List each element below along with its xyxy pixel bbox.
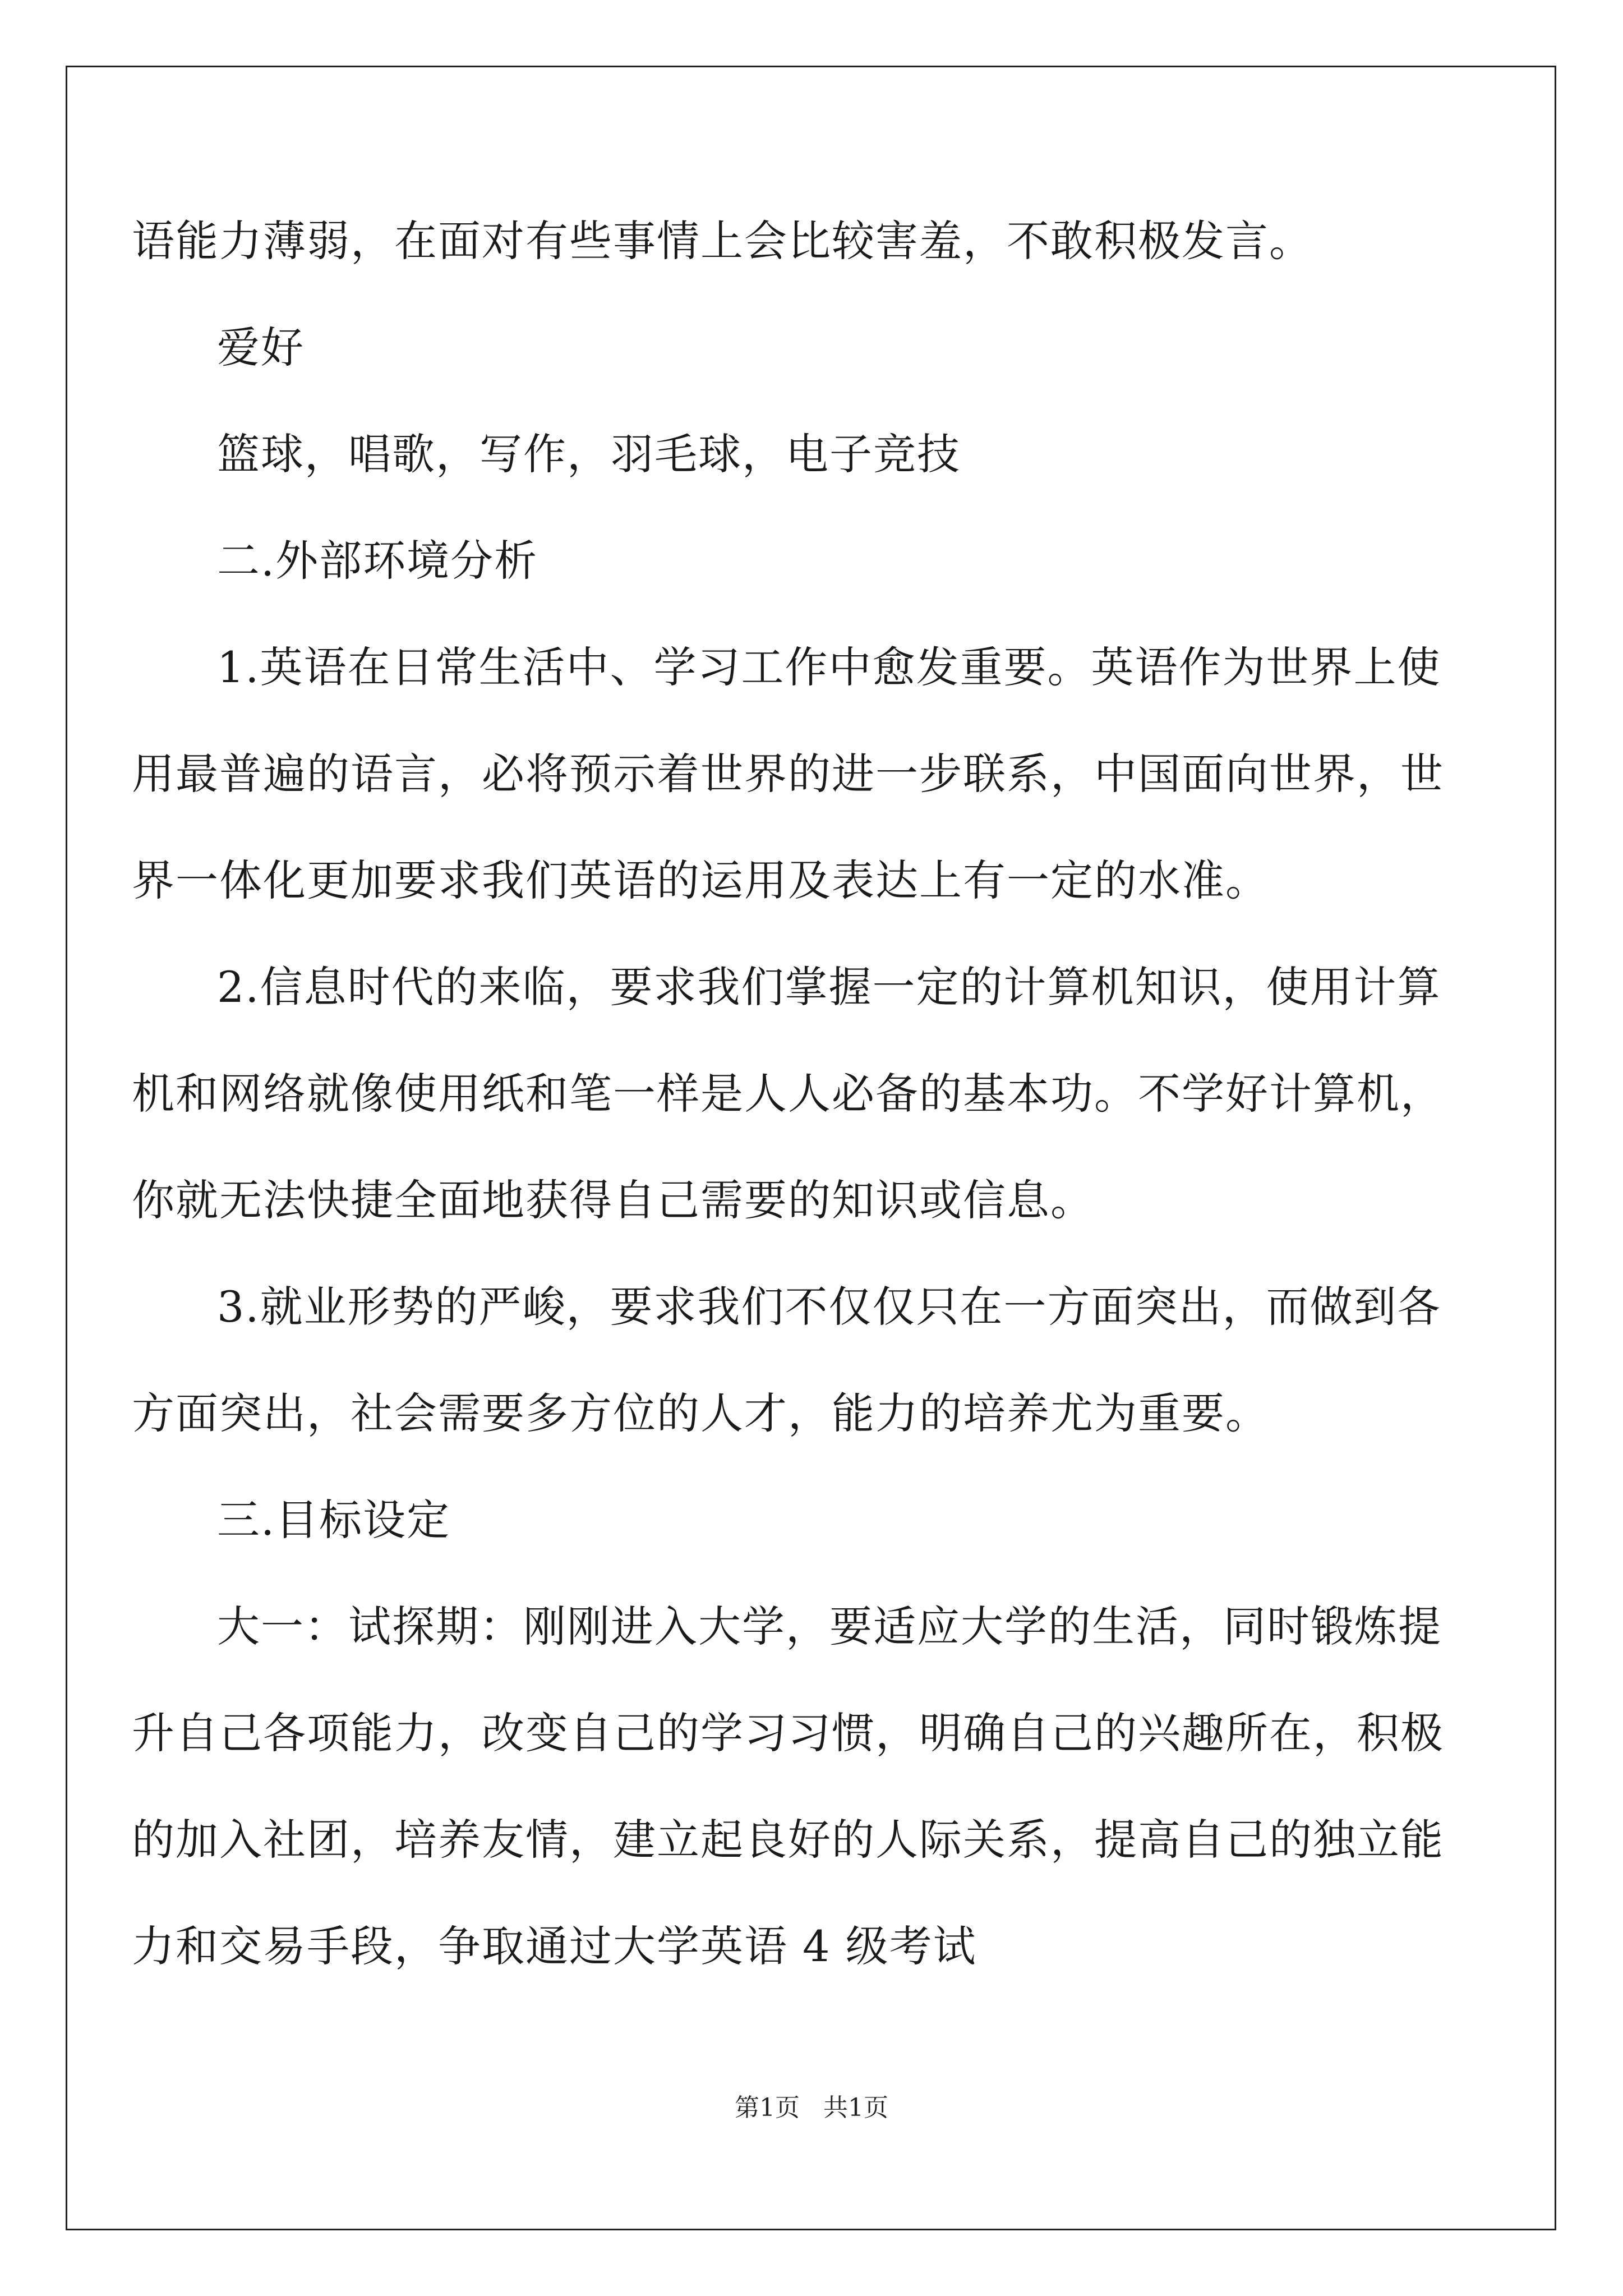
paragraph-line: 语能力薄弱，在面对有些事情上会比较害羞，不敢积极发言。 — [132, 216, 1313, 266]
section-heading-external: 二.外部环境分析 — [217, 536, 538, 586]
section-heading-goals: 三.目标设定 — [217, 1495, 451, 1545]
paragraph-line: 界一体化更加要求我们英语的运用及表达上有一定的水准。 — [132, 855, 1269, 905]
paragraph-line: 你就无法快捷全面地获得自己需要的知识或信息。 — [132, 1175, 1094, 1225]
page-border — [66, 66, 1556, 2230]
page-footer: 第1页 共1页 — [735, 2093, 888, 2122]
paragraph-line: 升自己各项能力，改变自己的学习习惯，明确自己的兴趣所在，积极 — [132, 1708, 1444, 1758]
paragraph-line: 3.就业形势的严峻，要求我们不仅仅只在一方面突出，而做到各 — [217, 1282, 1441, 1332]
paragraph-line: 的加入社团，培养友情，建立起良好的人际关系，提高自己的独立能 — [132, 1815, 1444, 1865]
paragraph-line: 1.英语在日常生活中、学习工作中愈发重要。英语作为世界上使 — [217, 642, 1441, 692]
paragraph-line: 力和交易手段，争取通过大学英语 4 级考试 — [132, 1921, 977, 1971]
section-heading-hobbies: 爱好 — [217, 323, 305, 372]
paragraph-line: 机和网络就像使用纸和笔一样是人人必备的基本功。不学好计算机， — [132, 1069, 1444, 1119]
paragraph-line: 方面突出，社会需要多方位的人才，能力的培养尤为重要。 — [132, 1388, 1269, 1438]
paragraph-line: 2.信息时代的来临，要求我们掌握一定的计算机知识，使用计算 — [217, 962, 1441, 1012]
paragraph-line: 大一：试探期：刚刚进入大学，要适应大学的生活，同时锻炼提 — [217, 1602, 1442, 1651]
paragraph-line: 篮球，唱歌，写作，羽毛球，电子竞技 — [217, 429, 961, 479]
paragraph-line: 用最普遍的语言，必将预示着世界的进一步联系，中国面向世界，世 — [132, 749, 1444, 799]
